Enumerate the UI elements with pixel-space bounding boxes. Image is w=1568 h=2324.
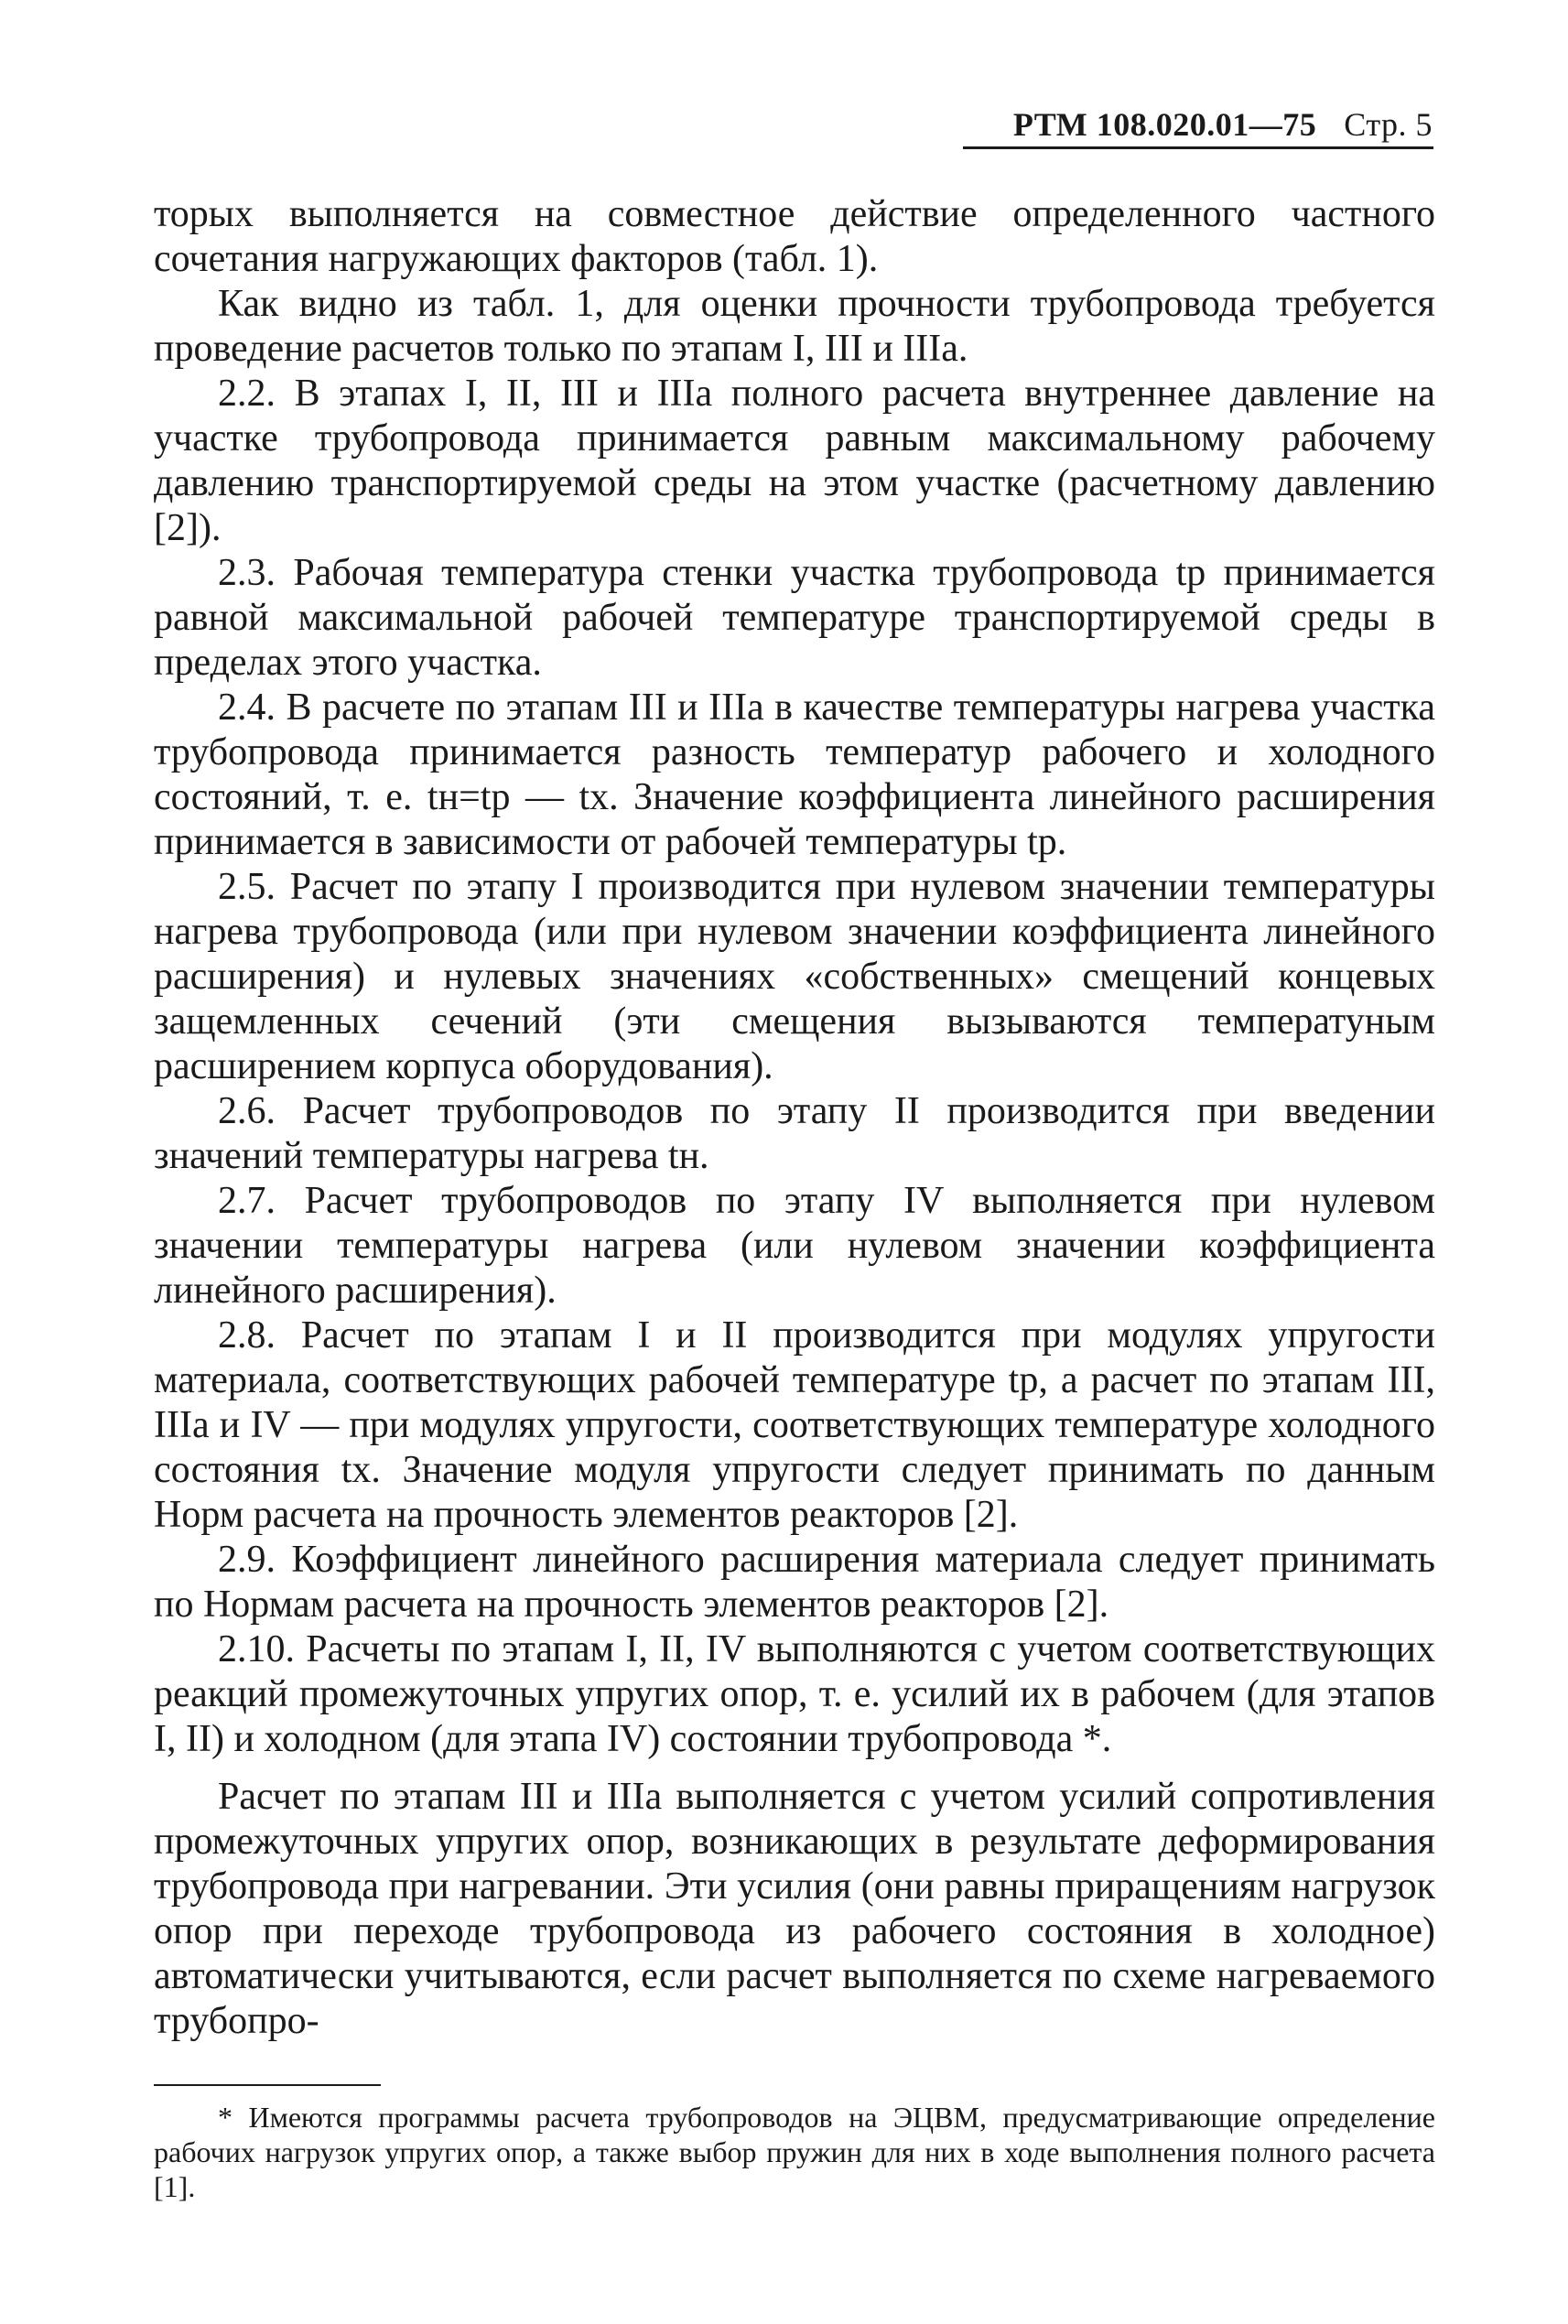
footnote-rule xyxy=(154,2084,381,2086)
footnote xyxy=(154,2100,1435,2204)
paragraph-2-10: 2.10. Расчеты по этапам I, II, IV выполняются с учетом соответствующих реакций промежуточных упругих опор, т. е. усилий их в рабочем (для этапов I, II) и холодном (для этапа IV) состоянии трубопровода *. xyxy=(154,1628,1435,1760)
body-text xyxy=(154,192,1435,2044)
paragraph-2-7: 2.7. Расчет трубопроводов по этапу IV выполняется при нулевом значении температуры нагрева (или нулевом значении коэффициента линейного расширения). xyxy=(154,1180,1435,1312)
paragraph: Расчет по этапам III и IIIa выполняется с учетом усилий сопротивления промежуточных упругих опор, возникающих в результате деформирования трубопровода при нагревании. Эти усилия (они равны приращениям нагрузок опор при переходе трубопровода из рабочего состояния в холодное) автоматически учитываются, если расчет выполняется по схеме нагреваемого трубопро- xyxy=(154,1776,1435,2042)
footnote-text: * Имеются программы расчета трубопроводов на ЭЦВМ, предусматривающие определение рабочих нагрузок упругих опор, а также выбор пружин для них в ходе выполнения полного расчета [1]. xyxy=(154,2101,1435,2203)
paragraph: Как видно из табл. 1, для оценки прочности трубопровода требуется проведение расчетов только по этапам I, III и IIIa. xyxy=(154,283,1435,370)
paragraph-2-5: 2.5. Расчет по этапу I производится при нулевом значении температуры нагрева трубопровода (или при нулевом значении коэффициента линейного расширения) и нулевых значениях «собственных» смещений концевых защемленных сечений (эти смещения вызываются температуным расширением корпуса оборудования). xyxy=(154,866,1435,1087)
document-code: РТМ 108.020.01—75 xyxy=(1012,106,1317,143)
paragraph-2-6: 2.6. Расчет трубопроводов по этапу II производится при введении значений температуры нагрева tн. xyxy=(154,1090,1435,1177)
paragraph-continuation: торых выполняется на совместное действие определенного частного сочетания нагружающих факторов (табл. 1). xyxy=(154,193,1435,280)
paragraph-2-8: 2.8. Расчет по этапам I и II производится при модулях упругости материала, соответствующих рабочей температуре tр, а расчет по этапам III, IIIa и IV — при модулях упругости, соответствующих температуре холодного состояния tх. Значение модуля упругости следует принимать по данным Норм расчета на прочность элементов реакторов [2]. xyxy=(154,1314,1435,1536)
paragraph-2-2: 2.2. В этапах I, II, III и IIIa полного расчета внутреннее давление на участке трубопровода принимается равным максимальному рабочему давлению транспортируемой среды на этом участке (расчетному давлению [2]). xyxy=(154,373,1435,549)
paragraph-2-4: 2.4. В расчете по этапам III и IIIa в качестве температуры нагрева участка трубопровода принимается разность температур рабочего и холодного состояний, т. е. tн=tр — tх. Значение коэффициента линейного расширения принимается в зависимости от рабочей температуры tр. xyxy=(154,686,1435,863)
page-number: Стр. 5 xyxy=(1344,106,1433,143)
running-header xyxy=(1013,105,1433,144)
header-rule xyxy=(963,146,1433,149)
paragraph-2-9: 2.9. Коэффициент линейного расширения материала следует принимать по Нормам расчета на прочность элементов реакторов [2]. xyxy=(154,1539,1435,1626)
paragraph-2-3: 2.3. Рабочая температура стенки участка трубопровода tр принимается равной максимальной рабочей температуре транспортируемой среды в пределах этого участка. xyxy=(154,552,1435,684)
